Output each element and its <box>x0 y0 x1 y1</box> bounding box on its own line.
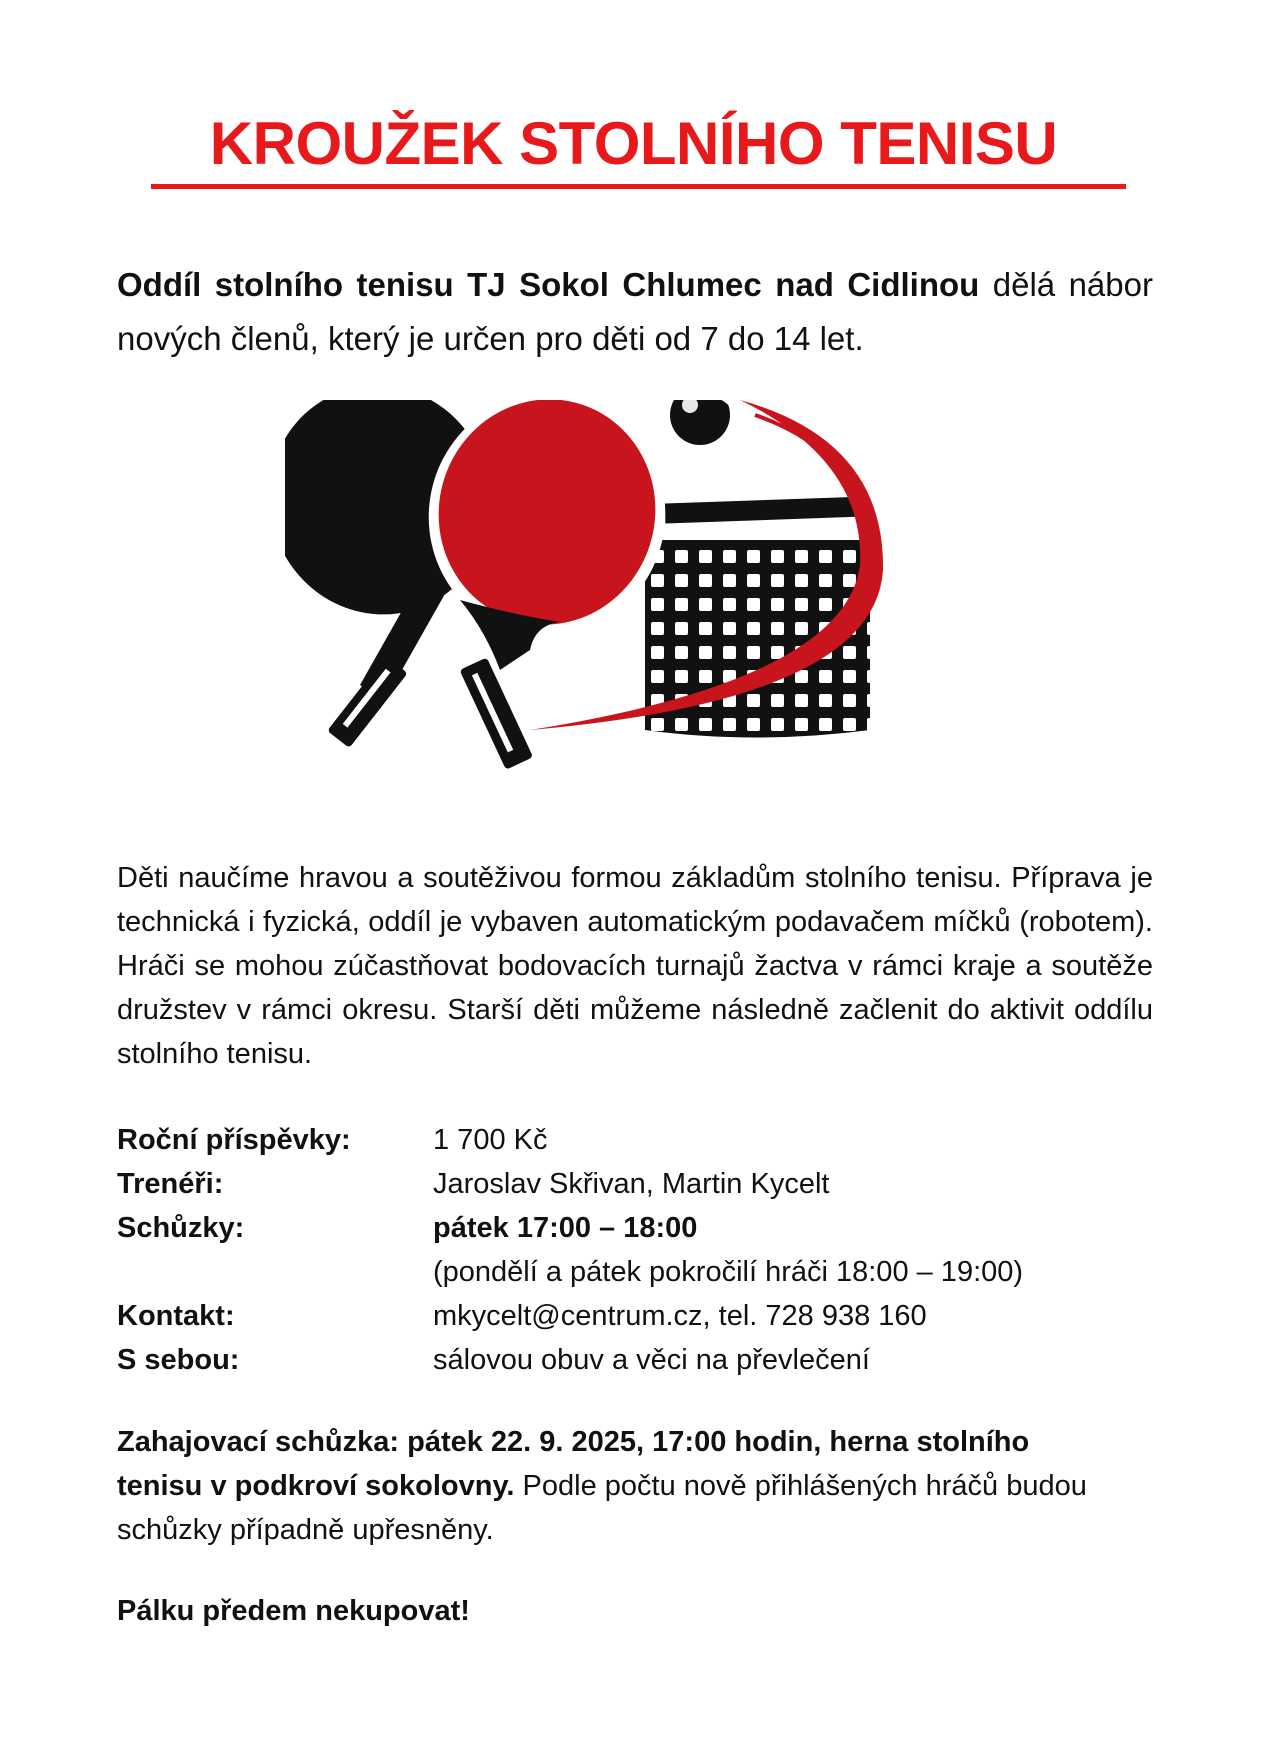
info-value: sálovou obuv a věci na převlečení <box>433 1344 870 1376</box>
page-title: KROUŽEK STOLNÍHO TENISU <box>209 110 1058 177</box>
info-label: Trenéři: <box>117 1168 224 1200</box>
info-label: Roční příspěvky: <box>117 1124 351 1156</box>
ball-icon <box>670 400 740 445</box>
info-row-contact <box>117 1294 1157 1338</box>
info-label: S sebou: <box>117 1344 240 1376</box>
start-meeting-text: Podle počtu nově přihlášených hráčů budou schůzky případně upřesněny. <box>117 1470 1087 1546</box>
intro-text: dělá nábor nových členů, který je určen pro děti od 7 do 14 let. <box>117 266 1153 357</box>
info-row-fees <box>117 1118 1157 1162</box>
title-underline <box>151 184 1126 189</box>
info-value-meetings <box>433 1206 1157 1294</box>
table-tennis-logo-icon <box>285 400 985 830</box>
start-meeting-paragraph <box>117 1420 1117 1552</box>
intro-paragraph <box>117 258 1153 366</box>
info-row-bring <box>117 1338 1157 1382</box>
start-meeting-bold: Zahajovací schůzka: pátek 22. 9. 2025, 17:00 hodin, herna stolního tenisu v podkroví sokolovny. <box>117 1426 1030 1502</box>
info-value: 1 700 Kč <box>433 1124 548 1156</box>
info-row-meetings <box>117 1206 1157 1294</box>
info-row-coaches <box>117 1162 1157 1206</box>
intro-club-name: Oddíl stolního tenisu TJ Sokol Chlumec nad Cidlinou <box>117 266 980 303</box>
meeting-time: pátek 17:00 – 18:00 <box>433 1212 698 1244</box>
contact-value[interactable]: mkycelt@centrum.cz, tel. 728 938 160 <box>433 1300 927 1332</box>
description-paragraph: Děti naučíme hravou a soutěživou formou základům stolního tenisu. Příprava je technická i fyzická, oddíl je vybaven automatickým podavačem míčků (robotem). Hráči se mohou zúčastňovat bodovacích turnajů žactva v rámci kraje a soutěže družstev v rámci okresu. Starší děti můžeme následně začlenit do aktivit oddílu stolního tenisu. <box>117 862 1153 1070</box>
info-label: Kontakt: <box>117 1300 235 1332</box>
info-label: Schůzky: <box>117 1212 245 1244</box>
info-table <box>117 1118 1157 1382</box>
meeting-note: (pondělí a pátek pokročilí hráči 18:00 – 19:00) <box>433 1256 1024 1288</box>
info-value: Jaroslav Skřivan, Martin Kycelt <box>433 1168 830 1200</box>
final-note: Pálku předem nekupovat! <box>117 1595 470 1627</box>
